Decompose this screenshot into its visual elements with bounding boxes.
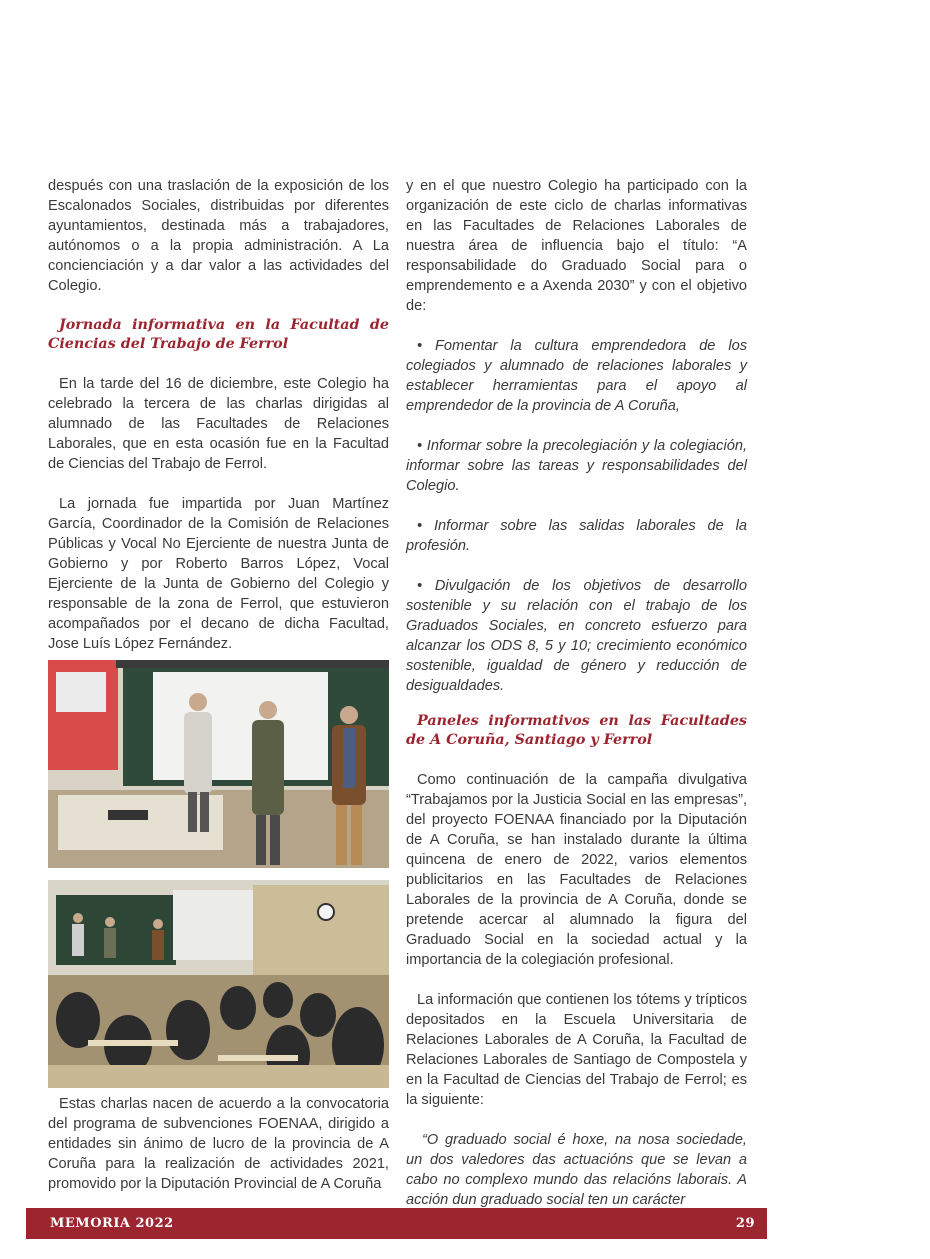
foenaa-paragraph: Estas charlas nacen de acuerdo a la convocatoria del programa de subvenciones FOENAA, dirigido a entidades sin ánimo de lucro de la provincia de A Coruña para la realización de actividades 2021, promovido por la Diputación Provincial de A Coruña bbox=[48, 1096, 389, 1192]
bullet-item: • Informar sobre las salidas laborales de la profesión. bbox=[406, 518, 747, 554]
section-heading-panels: Paneles informativos en las Facultades de A Coruña, Santiago y Ferrol bbox=[406, 713, 747, 748]
panels-paragraph-1: Como continuación de la campaña divulgativa “Trabajamos por la Justicia Social en las empresas”, del proyecto FOENAA financiado por la Diputación de A Coruña, se han instalado durante la última quincena de enero de 2022, varios elementos publicitarios en las Facultades de Relaciones Laborales de la provincia de A Coruña, donde se pretende acercar al alumnado la figura del Graduado Social en la sociedad actual y la importancia de la colegiación profesional. bbox=[406, 772, 747, 968]
ferrol-paragraph-1: En la tarde del 16 de diciembre, este Colegio ha celebrado la tercera de las charlas dirigidas al alumnado de las Facultades de Relaciones Laborales, que en esta ocasión fue en la Facultad de Ciencias del Trabajo de Ferrol. bbox=[48, 376, 389, 472]
continuation-paragraph: y en el que nuestro Colegio ha participado con la organización de este ciclo de charlas informativas en las Facultades de Relaciones Laborales de nuestra área de influencia bajo el título: “A responsabilidade do Graduado Social para o emprendemento e a Axenda 2030” y con el objetivo de: bbox=[406, 178, 747, 314]
bullet-item: • Informar sobre la precolegiación y la colegiación, informar sobre las tareas y responsabilidades del Colegio. bbox=[406, 438, 747, 494]
bullet-item: • Fomentar la cultura emprendedora de los colegiados y alumnado de relaciones laborales y establecer herramientas para el apoyo al emprendedor de la provincia de A Coruña, bbox=[406, 338, 747, 414]
footer-title: MEMORIA 2022 bbox=[50, 1216, 174, 1231]
footer-bar bbox=[26, 1208, 767, 1239]
photo-classroom bbox=[48, 880, 389, 1088]
section-heading-ferrol: Jornada informativa en la Facultad de Ciencias del Trabajo de Ferrol bbox=[48, 317, 389, 352]
ferrol-paragraph-2: La jornada fue impartida por Juan Martínez García, Coordinador de la Comisión de Relaciones Públicas y Vocal No Ejerciente de nuestra Junta de Gobierno y por Roberto Barros López, Vocal Ejerciente de la Junta de Gobierno del Colegio y responsable de la zona de Ferrol, que estuvieron acompañados por el decano de dicha Facultad, Jose Luís López Fernández. bbox=[48, 496, 389, 652]
right-column bbox=[406, 176, 747, 1230]
bullet-item: • Divulgación de los objetivos de desarrollo sostenible y su relación con el trabajo de los Graduados Sociales, en concreto esfuerzo para alcanzar los ODS 8, 5 y 10; crecimiento económico sostenible, igualdad de género y reducción de desigualdades. bbox=[406, 578, 747, 694]
panels-paragraph-2: La información que contienen los tótems y trípticos depositados en la Escuela Universitaria de Relaciones Laborales de A Coruña, la Facultad de Relaciones Laborales de Santiago de Compostela y en la Facultad de Ciencias del Trabajo de Ferrol; es la siguiente: bbox=[406, 992, 747, 1108]
left-column bbox=[48, 176, 389, 1214]
intro-paragraph: después con una traslación de la exposición de los Escalonados Sociales, distribuidas por diferentes ayuntamientos, destinada más a trabajadores, autónomos o a la propia administración. A La concienciación y a dar valor a las actividades del Colegio. bbox=[48, 178, 389, 294]
quote-paragraph: “O graduado social é hoxe, na nosa sociedade, un dos valedores das actuacións que se levan a cabo no complexo mundo das relacións laborais. A acción dun graduado social ten un carácter bbox=[406, 1132, 747, 1208]
page-number: 29 bbox=[735, 1216, 755, 1231]
photo-speakers bbox=[48, 660, 389, 868]
